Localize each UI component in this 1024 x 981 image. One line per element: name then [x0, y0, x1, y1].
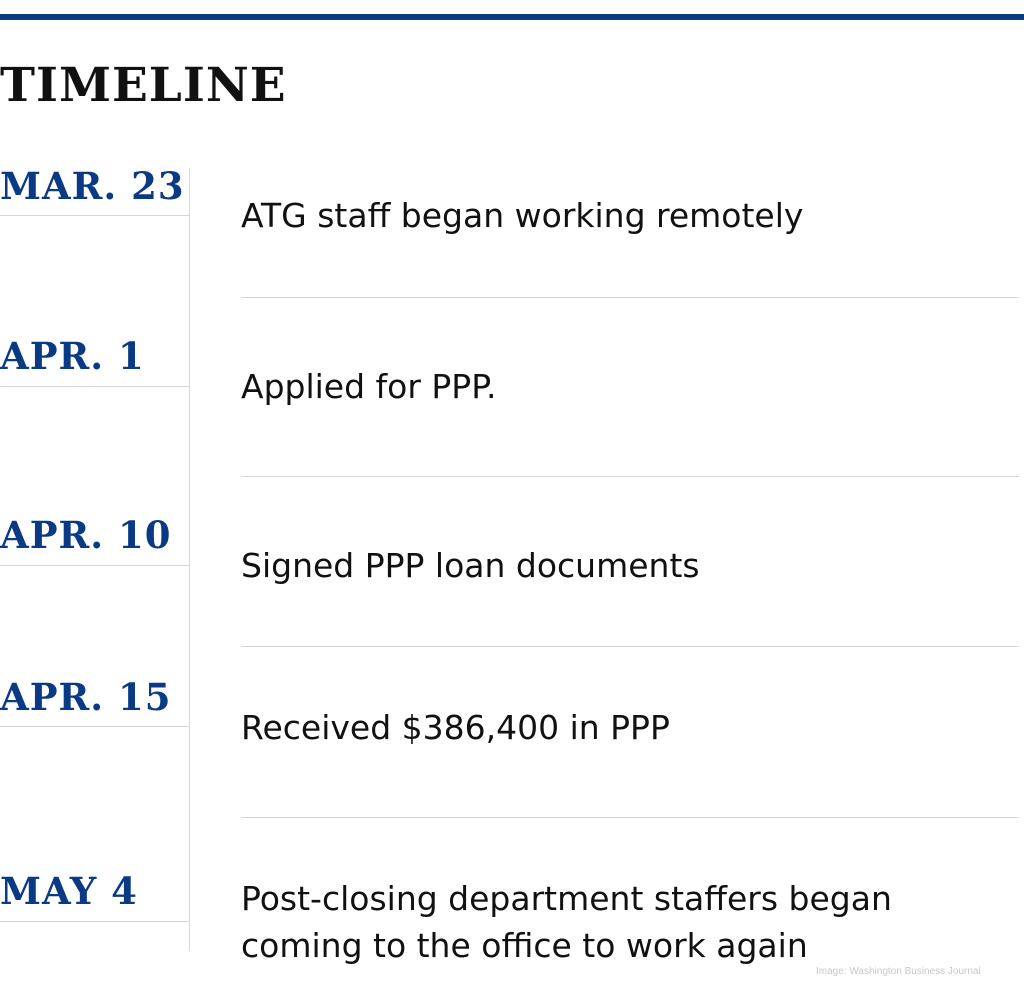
date-underline-2: [0, 386, 189, 387]
event-divider-3: [241, 646, 1019, 647]
date-underline-4: [0, 726, 189, 727]
timeline-event-1: ATG staff began working remotely: [241, 196, 804, 235]
top-accent-rule: [0, 14, 1024, 20]
timeline-event-5: Post-closing department staffers began coming to the office to work again: [241, 879, 892, 965]
timeline-vertical-divider: [189, 168, 190, 951]
timeline-event-2: Applied for PPP.: [241, 367, 497, 406]
timeline-date-2: APR. 1: [0, 334, 145, 378]
timeline-date-1: MAR. 23: [0, 164, 185, 208]
timeline-event-4: Received $386,400 in PPP: [241, 708, 670, 747]
timeline-date-3: APR. 10: [0, 513, 172, 557]
timeline-date-4: APR. 15: [0, 675, 172, 719]
timeline-event-3: Signed PPP loan documents: [241, 546, 700, 585]
date-underline-3: [0, 565, 189, 566]
event-divider-1: [241, 297, 1019, 298]
date-underline-5: [0, 921, 189, 922]
event-divider-2: [241, 476, 1019, 477]
event-divider-4: [241, 817, 1019, 818]
image-credit: Image: Washington Business Journal: [816, 966, 981, 977]
timeline-date-5: MAY 4: [0, 869, 138, 913]
date-underline-1: [0, 215, 189, 216]
page-title: TIMELINE: [0, 58, 287, 113]
